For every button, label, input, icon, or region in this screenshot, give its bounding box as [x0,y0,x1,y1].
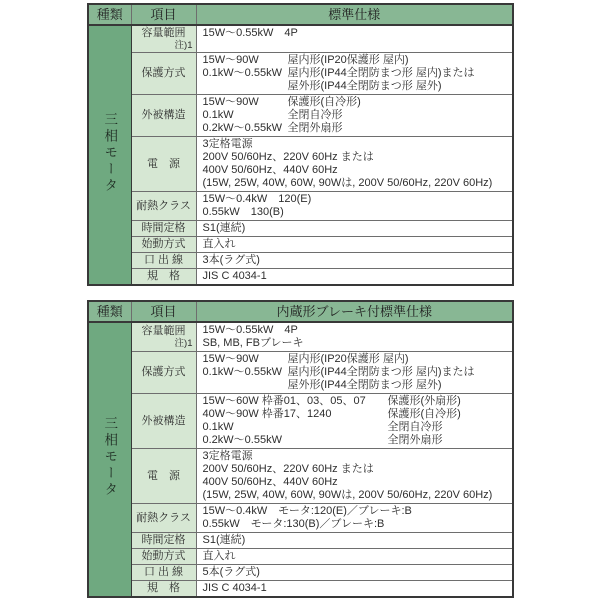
table-row [88,269,513,286]
spec-line [203,54,509,67]
spec-line [203,109,509,122]
spec-cell [196,221,513,237]
kind-label: 三相モータ [102,111,118,195]
spec-table-brake [87,300,514,598]
table-head [88,301,513,322]
table-body [88,25,513,285]
spec-cell [196,253,513,269]
item-label: 口 出 線 [143,566,184,578]
item-label: 電 源 [147,157,180,170]
spec-line [203,80,509,93]
col-header-item: 項目 [131,301,196,322]
spec-line: (15W, 25W, 40W, 60W, 90Wは, 200V 50/60Hz, 220V 60Hz) [202,489,493,501]
item-cell [131,449,196,504]
item-label: 始動方式 [141,238,186,250]
spec-cell [196,394,513,449]
spec-cell [196,449,513,504]
item-cell [131,253,196,269]
spec-cell [196,581,513,598]
spec-line-right: 全閉自冷形 [287,109,343,121]
spec-line: 3定格電源 [202,450,253,462]
spec-title: 標準仕様 [196,4,513,25]
item-label: 始動方式 [141,550,186,562]
item-label: 外被構造 [141,414,186,427]
spec-line-right: 屋内形(IP44全閉防まつ形 屋内)または [287,366,475,378]
table-body [88,322,513,597]
item-cell [131,221,196,237]
spec-line-left: 0.1kW〜0.55kW [202,366,282,378]
spec-cell [196,137,513,192]
spec-line [203,408,509,421]
item-cell [131,549,196,565]
item-cell [131,53,196,95]
spec-line-left: 15W〜60W 枠番01、03、05、07 [202,395,366,407]
item-label: 保護方式 [141,67,186,79]
spec-cell [196,25,513,53]
table-row [88,565,513,581]
table-row [88,533,513,549]
table-head [88,4,513,25]
spec-line: 15W〜0.55kW 4P [202,27,298,39]
item-label: 外被構造 [141,109,186,121]
spec-title: 内蔵形ブレーキ付標準仕様 [196,301,513,322]
item-label: 時間定格 [141,534,186,546]
table-row [88,449,513,504]
item-label: 容量範囲 [141,325,186,337]
spec-line: 5本(ラグ式) [202,566,260,578]
item-label: 規 格 [147,270,180,282]
item-label: 耐熱クラス [136,199,191,212]
spec-line-left: 15W〜90W [202,353,259,365]
spec-line: S1(連続) [202,222,246,234]
spec-line: 3定格電源 [202,138,253,150]
spec-line: 200V 50/60Hz、220V 60Hz または [202,151,374,163]
item-cell [131,95,196,137]
spec-line: (15W, 25W, 40W, 60W, 90Wは, 200V 50/60Hz, 220V 60Hz) [202,177,493,189]
spec-cell [196,565,513,581]
spec-line [203,67,509,80]
table-row [88,221,513,237]
spec-line: 15W〜0.55kW 4P [202,324,298,336]
item-label: 口 出 線 [143,254,184,266]
spec-line: SB, MB, FBブレーキ [202,337,304,349]
spec-cell [196,53,513,95]
kind-label: 三相モータ [102,416,118,499]
table-row [88,237,513,253]
spec-line-left: 15W〜90W [202,96,259,108]
table-row [88,394,513,449]
spec-cell [196,504,513,533]
col-header-item: 項目 [131,4,196,25]
spec-line-right: 全閉外扇形 [287,122,343,134]
table-row [88,95,513,137]
spec-line: 0.55kW 130(B) [202,206,284,218]
item-label: 容量範囲 [141,27,186,39]
spec-line: 15W〜0.4kW モータ:120(E)／ブレーキ:B [202,505,412,517]
item-label: 電 源 [147,469,180,482]
item-cell [131,533,196,549]
item-cell [131,137,196,192]
spec-line: 15W〜0.4kW 120(E) [202,193,312,205]
item-cell [131,504,196,533]
table-row [88,322,513,352]
spec-line-right: 全閉外扇形 [387,434,443,446]
spec-line-left: 0.1kW [202,421,234,433]
spec-line: 400V 50/60Hz、440V 60Hz [202,164,338,176]
table-row [88,549,513,565]
spec-line-right: 全閉自冷形 [387,421,443,433]
item-label: 耐熱クラス [136,511,191,524]
spec-line-right: 屋外形(IP44全閉防まつ形 屋外) [287,379,442,391]
table-row [88,137,513,192]
spec-line: 直入れ [202,238,236,250]
spec-cell [196,192,513,221]
item-label: 時間定格 [141,222,186,234]
spec-line-right: 保護形(外扇形) [387,395,461,407]
spec-cell [196,322,513,352]
spec-cell [196,549,513,565]
item-note: 注)1 [174,40,193,51]
item-cell [131,269,196,286]
spec-line [203,122,509,135]
kind-cell [88,25,131,285]
spec-cell [196,533,513,549]
spec-cell [196,269,513,286]
spec-table-standard [87,3,514,286]
item-cell [131,352,196,394]
spec-line-left: 40W〜90W 枠番17、1240 [202,408,332,420]
item-cell [131,237,196,253]
spec-line [203,379,509,392]
header-row [88,301,513,322]
spec-cell [196,95,513,137]
spec-line-right: 屋内形(IP44全閉防まつ形 屋内)または [287,67,475,79]
kind-cell [88,322,131,597]
table-row [88,504,513,533]
col-header-kind: 種類 [88,4,131,25]
spec-line-right: 屋内形(IP20保護形 屋内) [287,54,409,66]
item-label: 規 格 [147,582,180,594]
spec-line: 3本(ラグ式) [202,254,260,266]
spec-line: 200V 50/60Hz、220V 60Hz または [202,463,374,475]
item-cell [131,192,196,221]
table-row [88,192,513,221]
table-row [88,53,513,95]
spec-line-left: 15W〜90W [202,54,259,66]
spec-line: S1(連続) [202,534,246,546]
spec-line-left: 0.1kW [202,109,234,121]
spec-line: 400V 50/60Hz、440V 60Hz [202,476,338,488]
spec-line-right: 保護形(自冷形) [387,408,461,420]
item-cell [131,25,196,53]
col-header-kind: 種類 [88,301,131,322]
spec-line-right: 保護形(自冷形) [287,96,361,108]
spec-line-right: 屋内形(IP20保護形 屋内) [287,353,409,365]
item-label: 保護方式 [141,366,186,378]
spec-line: JIS C 4034-1 [202,270,267,282]
spec-line [203,421,509,434]
spec-line [203,96,509,109]
table-row [88,25,513,53]
spec-line-left: 0.1kW〜0.55kW [202,67,282,79]
spec-line: 直入れ [202,550,236,562]
item-cell [131,394,196,449]
spec-line [203,366,509,379]
item-cell [131,581,196,598]
spec-line: 0.55kW モータ:130(B)／ブレーキ:B [202,518,385,530]
item-cell [131,565,196,581]
spec-line-left: 0.2kW〜0.55kW [202,122,282,134]
spec-line [203,395,509,408]
item-note: 注)1 [174,338,193,349]
table-row [88,253,513,269]
spec-cell [196,237,513,253]
table-row [88,352,513,394]
header-row [88,4,513,25]
spec-line [203,434,509,447]
table-row [88,581,513,598]
spec-line [203,353,509,366]
spec-line: JIS C 4034-1 [202,582,267,594]
spec-line-right: 屋外形(IP44全閉防まつ形 屋外) [287,80,442,92]
item-cell [131,322,196,352]
spec-line-left: 0.2kW〜0.55kW [202,434,282,446]
spec-cell [196,352,513,394]
